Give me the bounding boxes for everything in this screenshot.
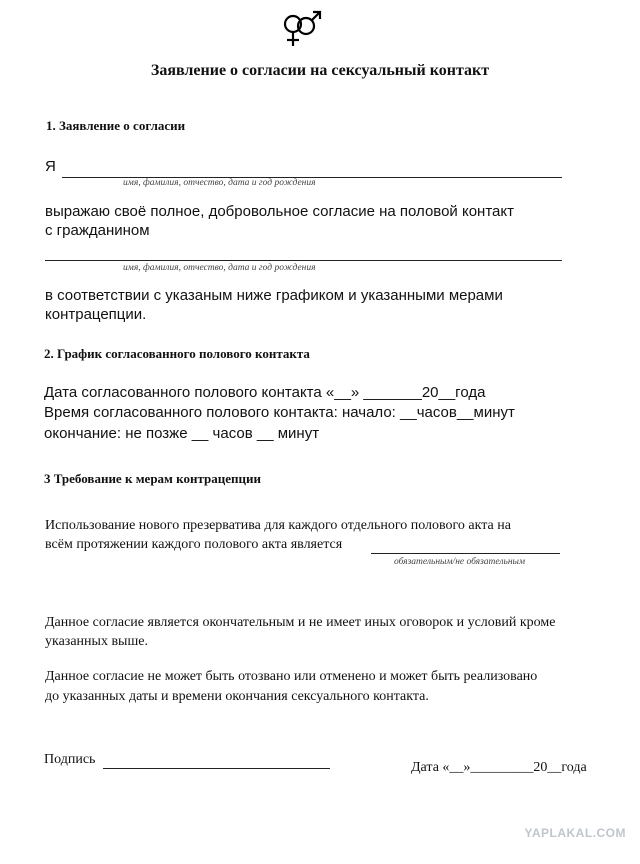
name-fill-line-2: [45, 260, 562, 261]
signature-date: Дата «__»_________20__года: [411, 760, 587, 775]
consent-line-1: выражаю своё полное, добровольное согласие на половой контакт: [45, 203, 514, 220]
section-2-heading: 2. График согласованного полового контакта: [44, 346, 310, 361]
section-3-heading: 3 Требование к мерам контрацепции: [44, 471, 261, 486]
final-paragraph-1-line-2: указанных выше.: [45, 634, 148, 649]
gender-symbols-icon: [276, 6, 328, 50]
i-label: Я: [45, 158, 56, 175]
document-title: Заявление о согласии на сексуальный контакт: [150, 62, 490, 79]
final-paragraph-1-line-1: Данное согласие является окончательным и не имеет иных оговорок и условий кроме: [45, 615, 556, 630]
final-paragraph-2-line-1: Данное согласие не может быть отозвано или отменено и может быть реализовано: [45, 669, 538, 684]
contact-end-time-line: окончание: не позже __ часов __ минут: [44, 425, 320, 442]
schedule-line-1: в соответствии с указаным ниже графиком и указанными мерами: [45, 287, 503, 304]
consent-line-2: с гражданином: [45, 222, 150, 239]
requirement-caption: обязательным/не обязательным: [394, 557, 526, 567]
contact-date-line: Дата согласованного полового контакта «__» _______20__года: [44, 384, 486, 401]
schedule-line-2: контрацепции.: [45, 306, 147, 323]
requirement-fill-line: [371, 553, 560, 554]
signature-fill-line: [103, 768, 330, 769]
section-1-heading: 1. Заявление о согласии: [46, 118, 186, 133]
final-paragraph-2-line-2: до указанных даты и времени окончания сексуального контакта.: [45, 689, 429, 704]
name-caption-2: имя, фамилия, отчество, дата и год рождения: [123, 263, 316, 273]
condom-requirement-line-2: всём протяжении каждого полового акта является: [45, 537, 343, 552]
condom-requirement-line-1: Использование нового презерватива для каждого отдельного полового акта на: [45, 518, 511, 533]
name-caption-1: имя, фамилия, отчество, дата и год рождения: [123, 178, 316, 188]
contact-start-time-line: Время согласованного полового контакта: начало: __часов__минут: [44, 404, 515, 421]
signature-label: Подпись: [44, 752, 96, 767]
site-watermark: YAPLAKAL.COM: [524, 826, 626, 840]
